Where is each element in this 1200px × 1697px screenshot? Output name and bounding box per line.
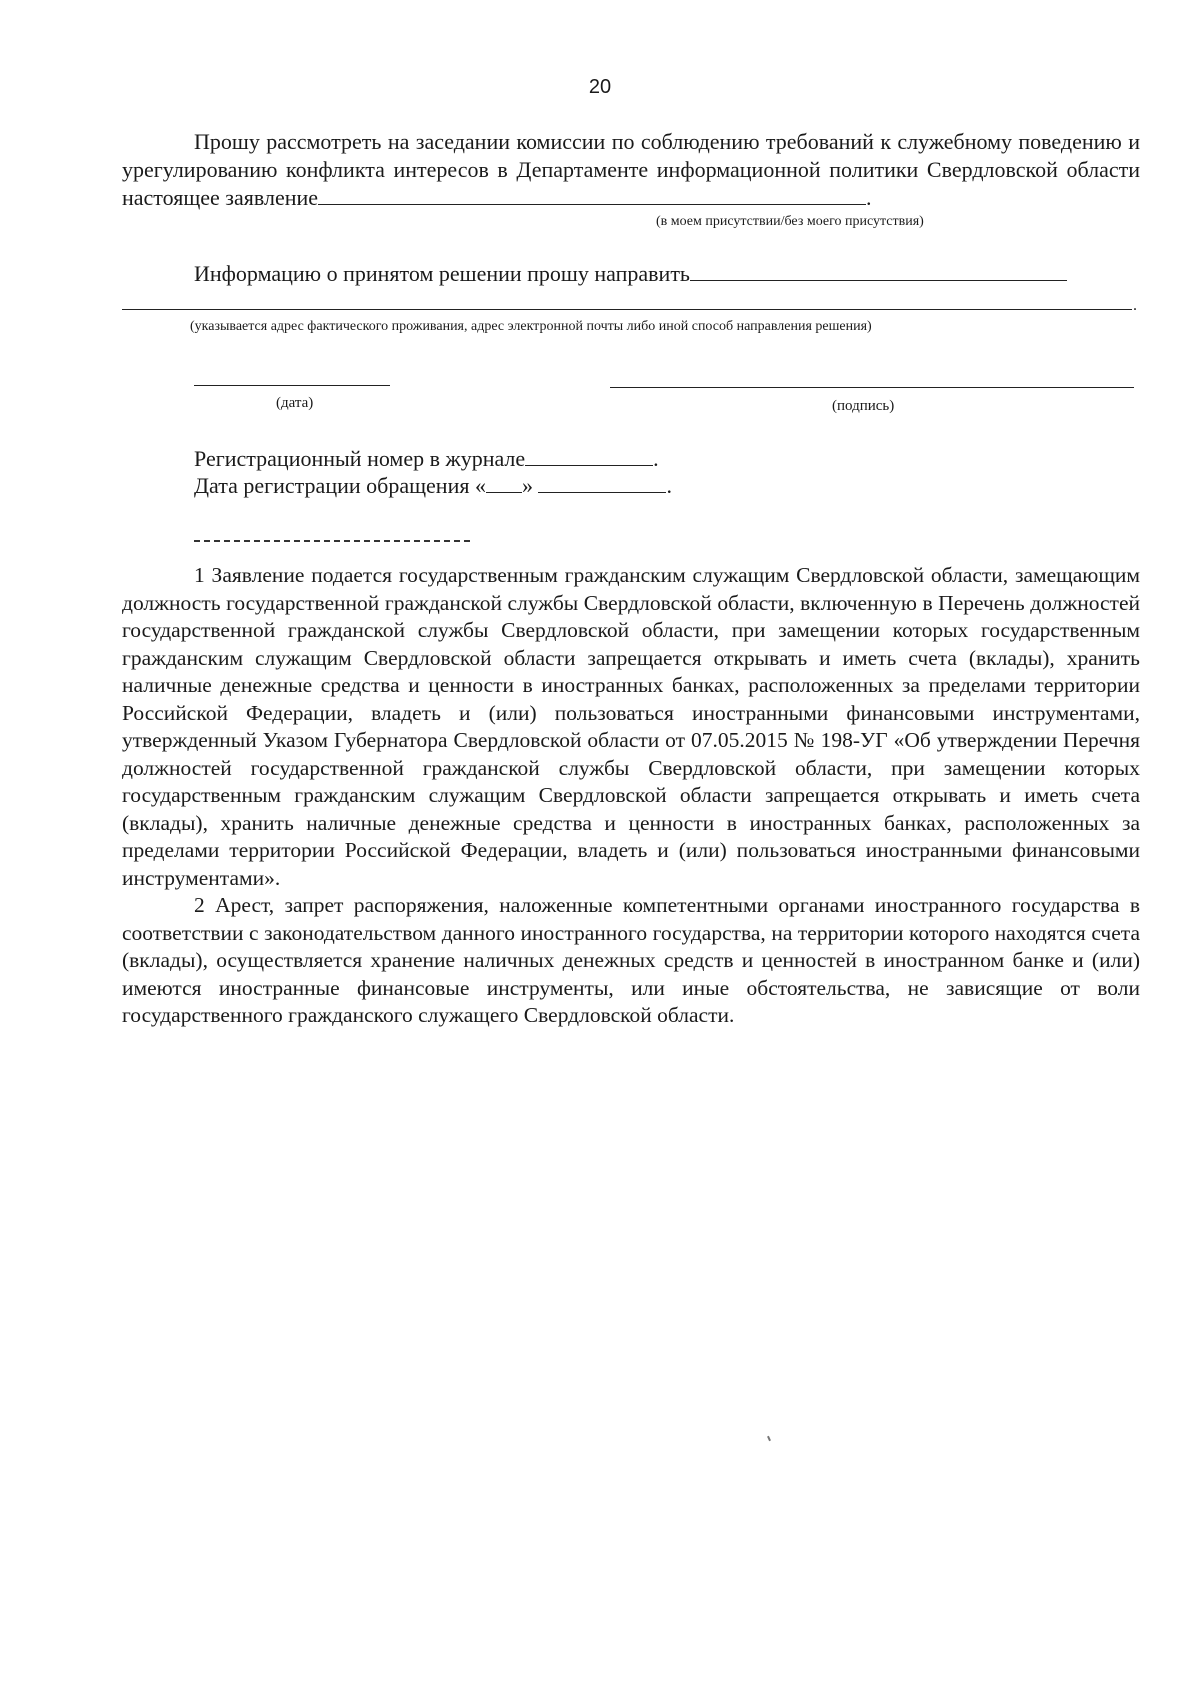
reg-date-end: . (666, 473, 672, 498)
registration-journal-line (194, 445, 659, 473)
info-line (194, 260, 1067, 288)
reg-date-label: Дата регистрации обращения « (194, 473, 486, 498)
info-end: . (1133, 297, 1137, 314)
signature-label: (подпись) (832, 398, 895, 414)
date-label: (дата) (276, 395, 314, 411)
request-paragraph (122, 128, 1140, 212)
footnotes (122, 562, 1140, 1030)
reg-day-blank[interactable] (486, 474, 522, 493)
request-end: . (866, 185, 872, 210)
journal-label: Регистрационный номер в журнале (194, 446, 526, 471)
registration-date-line (194, 472, 672, 500)
footnote-separator (194, 540, 470, 542)
reg-month-blank[interactable] (538, 474, 666, 493)
journal-number-blank[interactable] (525, 447, 653, 466)
presence-blank[interactable] (318, 186, 866, 205)
journal-end: . (653, 446, 659, 471)
footnote-1: 1 Заявление подается государственным гражданским служащим Свердловской области, замещающим должность государственной гражданской службы Свердловской области, включенную в Перечень должностей государственной гражданской службы Свердловской области, при замещении которых государственным гражданским служащим Свердловской области запрещается открывать и иметь счета (вклады), хранить наличные денежные средства и ценности в иностранных банках, расположенных за пределами территории Российской Федерации, владеть и (или) пользоваться иностранными финансовыми инструментами, утвержденный Указом Губернатора Свердловской области от 07.05.2015 № 198-УГ «Об утверждении Перечня должностей государственной гражданской службы Свердловской области, при замещении которых государственным гражданским служащим Свердловской области запрещается открывать и иметь счета (вклады), хранить наличные денежные средства и ценности в иностранных банках, расположенных за пределами территории Российской Федерации, владеть и (или) пользоваться иностранными финансовыми инструментами». (122, 563, 1140, 890)
request-text: Прошу рассмотреть на заседании комиссии по соблюдению требований к служебному поведению и урегулированию конфликта интересов в Департаменте информационной политики Свердловской области настоящее заявление (122, 129, 1140, 210)
info-blank[interactable] (690, 262, 1067, 281)
footnote-2: 2 Арест, запрет распоряжения, наложенные компетентными органами иностранного государства в соответствии с законодательством данного иностранного государства, на территории которого находятся счета (вклады), осуществляется хранение наличных денежных средств и ценностей в иностранном банке и (или) имеются иностранные финансовые инструменты, или иные обстоятельства, не зависящие от воли государственного гражданского служащего Свердловской области. (122, 893, 1140, 1027)
scan-speck (767, 1436, 771, 1441)
reg-date-quote-close: » (521, 473, 533, 498)
info-text: Информацию о принятом решении прошу направить (194, 261, 690, 286)
page-number: 20 (588, 76, 612, 98)
presence-hint: (в моем присутствии/без моего присутствия) (656, 214, 924, 229)
info-hint: (указывается адрес фактического проживания, адрес электронной почты либо иной способ направления решения) (190, 319, 872, 334)
signature-line[interactable] (610, 387, 1134, 388)
date-line[interactable] (194, 385, 390, 386)
info-address-line[interactable] (122, 309, 1132, 310)
